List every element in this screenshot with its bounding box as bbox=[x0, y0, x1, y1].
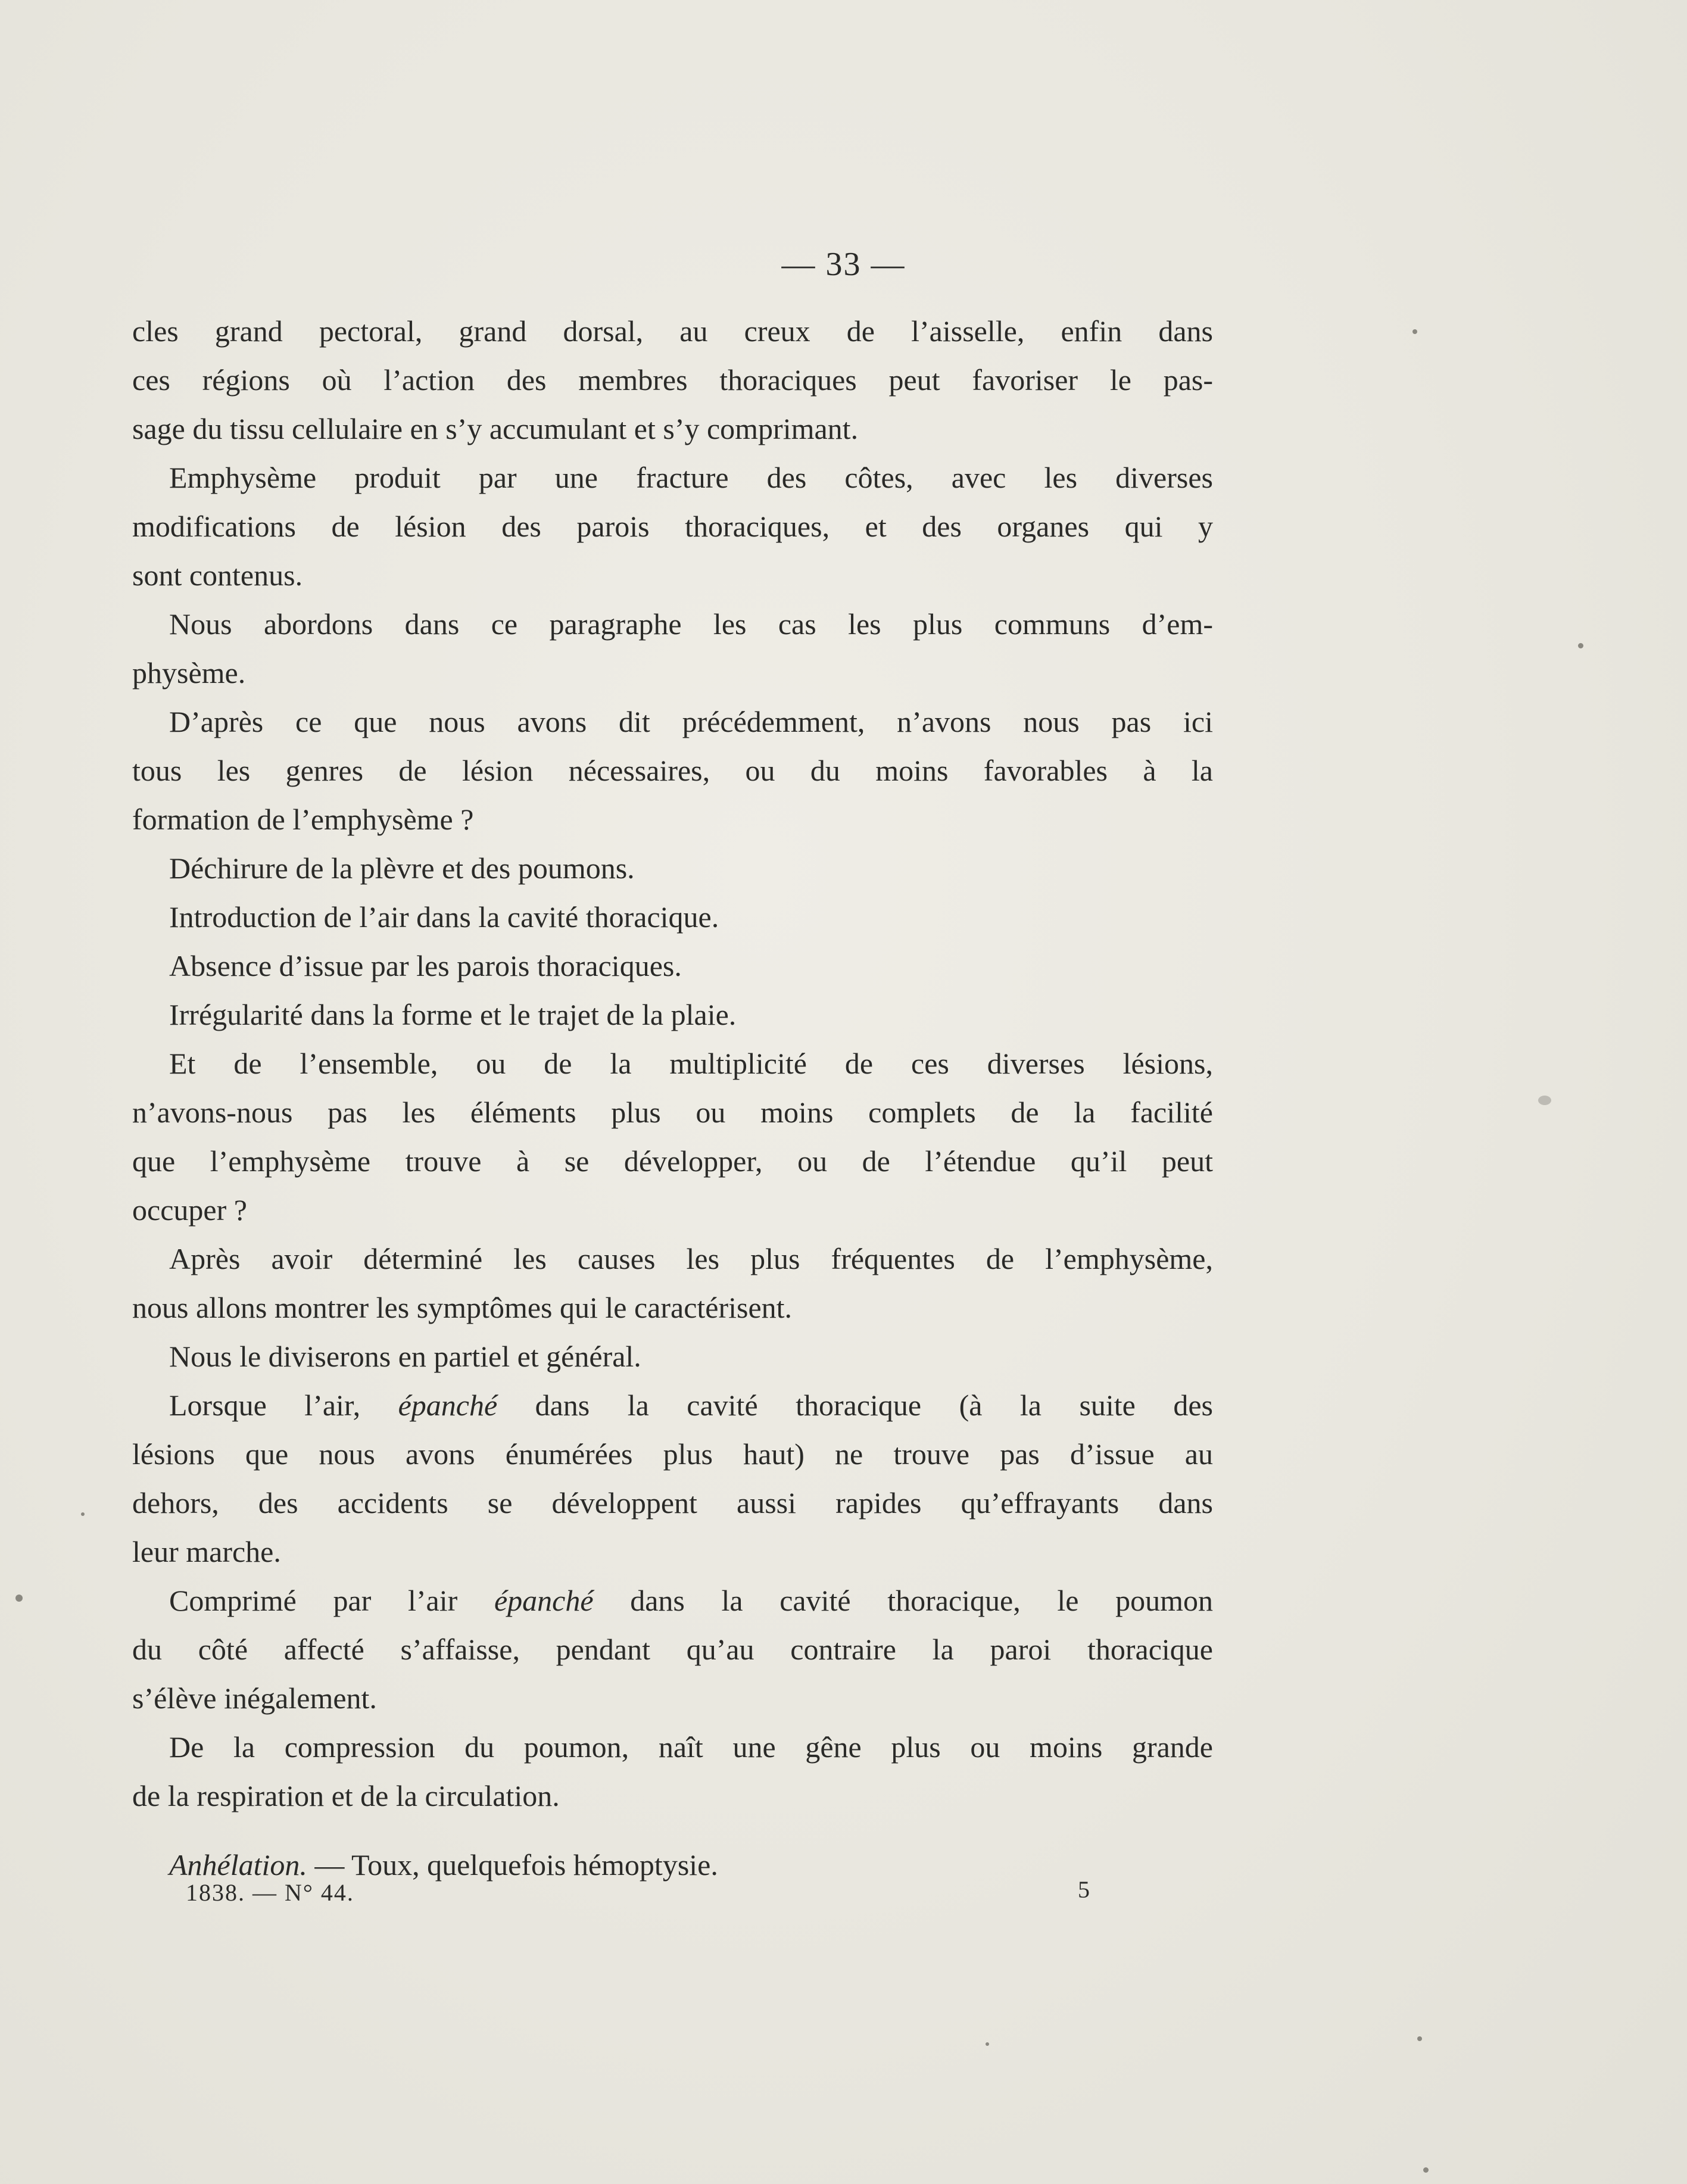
text-fragment: dans la cavité thoracique, le poumon bbox=[630, 1584, 1214, 1617]
section-gap bbox=[132, 1820, 1213, 1840]
text-line: n’avons-nous pas les éléments plus ou moins complets de la facilité bbox=[132, 1096, 1213, 1129]
paper-speck bbox=[986, 2042, 989, 2046]
body-text bbox=[132, 307, 1213, 1889]
paper-speck bbox=[1412, 329, 1417, 334]
footer-date-number: 1838. — N° 44. bbox=[186, 1879, 354, 1906]
paper-speck bbox=[15, 1595, 23, 1602]
text-line: de la respiration et de la circulation. bbox=[132, 1779, 560, 1812]
paper-speck bbox=[1538, 1096, 1551, 1105]
text-line: ces régions où l’action des membres thoraciques peut favoriser le pas- bbox=[132, 363, 1213, 397]
italic-heading: Anhélation. bbox=[169, 1848, 307, 1882]
text-line: modifications de lésion des parois thoraciques, et des organes qui y bbox=[132, 510, 1213, 543]
text-line: que l’emphysème trouve à se développer, ou de l’étendue qu’il peut bbox=[132, 1144, 1213, 1178]
paper-speck bbox=[1417, 2036, 1422, 2041]
text-fragment: Comprimé par l’air bbox=[169, 1584, 458, 1617]
italic-term: épanché bbox=[494, 1584, 594, 1617]
paper-speck bbox=[1423, 2167, 1429, 2173]
text-line: cles grand pectoral, grand dorsal, au creux de l’aisselle, enfin dans bbox=[132, 314, 1213, 348]
text-line: lésions que nous avons énumérées plus haut) ne trouve pas d’issue au bbox=[132, 1437, 1213, 1471]
text-line: Nous le diviserons en partiel et général. bbox=[169, 1340, 641, 1373]
text-line: nous allons montrer les symptômes qui le caractérisent. bbox=[132, 1291, 793, 1324]
text-fragment: — Toux, quelquefois hémoptysie. bbox=[314, 1848, 718, 1882]
text-line: Absence d’issue par les parois thoraciques. bbox=[169, 949, 682, 982]
page-number-header: — 33 — bbox=[781, 246, 906, 283]
text-line: De la compression du poumon, naît une gêne plus ou moins grande bbox=[169, 1730, 1213, 1764]
text-line: Déchirure de la plèvre et des poumons. bbox=[169, 851, 635, 885]
italic-term: épanché bbox=[398, 1389, 498, 1422]
footer-signature-mark: 5 bbox=[1078, 1876, 1090, 1903]
text-line: occuper ? bbox=[132, 1193, 247, 1227]
text-fragment: dans la cavité thoracique (à la suite des bbox=[535, 1389, 1213, 1422]
text-line bbox=[132, 1576, 1213, 1625]
text-line: tous les genres de lésion nécessaires, ou du moins favorables à la bbox=[132, 754, 1213, 787]
text-fragment: Lorsque l’air, bbox=[169, 1389, 361, 1422]
text-line: s’élève inégalement. bbox=[132, 1681, 377, 1715]
paper-speck bbox=[81, 1512, 85, 1516]
text-line: sont contenus. bbox=[132, 559, 303, 592]
text-line: sage du tissu cellulaire en s’y accumulant et s’y comprimant. bbox=[132, 412, 859, 445]
text-line: D’après ce que nous avons dit précédemment, n’avons nous pas ici bbox=[169, 705, 1213, 738]
text-line: Introduction de l’air dans la cavité thoracique. bbox=[169, 900, 719, 934]
text-line: Et de l’ensemble, ou de la multiplicité de ces diverses lésions, bbox=[169, 1047, 1213, 1080]
text-line: formation de l’emphysème ? bbox=[132, 803, 474, 836]
text-line: Nous abordons dans ce paragraphe les cas les plus communs d’em- bbox=[169, 607, 1213, 641]
text-line: leur marche. bbox=[132, 1535, 281, 1568]
text-line: Irrégularité dans la forme et le trajet de la plaie. bbox=[169, 998, 737, 1031]
text-line: Emphysème produit par une fracture des côtes, avec les diverses bbox=[169, 461, 1213, 494]
text-line: physème. bbox=[132, 656, 246, 689]
text-line: du côté affecté s’affaisse, pendant qu’au contraire la paroi thoracique bbox=[132, 1633, 1213, 1666]
paper-speck bbox=[1578, 643, 1583, 648]
text-line: dehors, des accidents se développent aussi rapides qu’effrayants dans bbox=[132, 1486, 1213, 1520]
text-line bbox=[132, 1381, 1213, 1430]
text-line: Après avoir déterminé les causes les plus fréquentes de l’emphysème, bbox=[169, 1242, 1213, 1275]
